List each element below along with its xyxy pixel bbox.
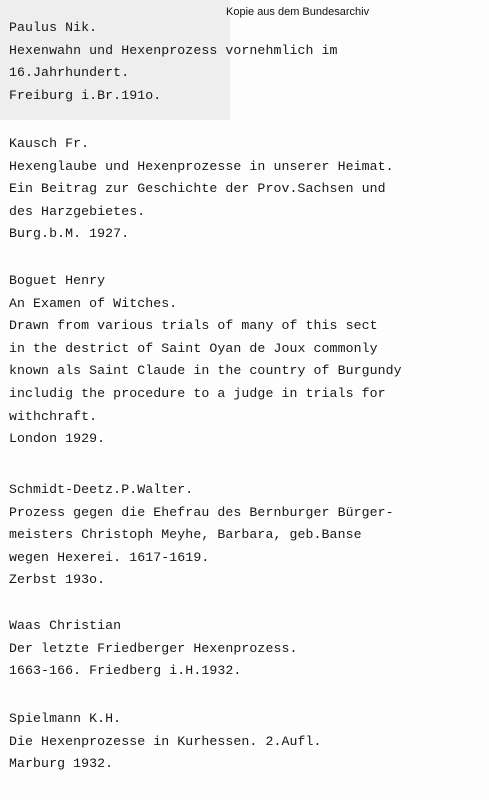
entry-line: 16.Jahrhundert. xyxy=(9,65,130,81)
entry-line: Ein Beitrag zur Geschichte der Prov.Sachsen und xyxy=(9,181,386,197)
entry-line: includig the procedure to a judge in trials for xyxy=(9,385,386,401)
bibliography-entry xyxy=(9,479,485,592)
entry-line: Burg.b.M. 1927. xyxy=(9,226,130,242)
archive-note: Kopie aus dem Bundesarchiv xyxy=(226,6,370,18)
entry-author: Schmidt-Deetz.P.Walter. xyxy=(9,482,194,497)
entry-line: Marburg 1932. xyxy=(9,756,114,772)
entry-line: known als Saint Claude in the country of Burgundy xyxy=(9,363,402,379)
entry-line: meisters Christoph Meyhe, Barbara, geb.Banse xyxy=(9,527,362,543)
entry-line: Zerbst 193o. xyxy=(9,572,106,588)
entry-author: Paulus Nik. xyxy=(9,20,98,35)
bibliography-entry xyxy=(9,270,485,451)
entry-line: Drawn from various trials of many of this sect xyxy=(9,318,378,334)
entry-author: Waas Christian xyxy=(9,618,122,633)
entry-line: Prozess gegen die Ehefrau des Bernburger Bürger- xyxy=(9,504,394,520)
entry-line: withchraft. xyxy=(9,408,98,424)
entry-line: Freiburg i.Br.191o. xyxy=(9,87,162,103)
entry-author: Kausch Fr. xyxy=(9,136,90,151)
entry-author: Boguet Henry xyxy=(9,273,106,288)
entry-line: Hexenglaube und Hexenprozesse in unserer Heimat. xyxy=(9,158,394,174)
entry-line: Die Hexenprozesse in Kurhessen. 2.Aufl. xyxy=(9,733,322,749)
entry-line: 1663-166. Friedberg i.H.1932. xyxy=(9,663,242,679)
entry-line: Hexenwahn und Hexenprozess vornehmlich im xyxy=(9,42,338,58)
bibliography-entry xyxy=(9,708,485,776)
entry-line: London 1929. xyxy=(9,431,106,447)
entry-line: Der letzte Friedberger Hexenprozess. xyxy=(9,640,298,656)
entry-line: des Harzgebietes. xyxy=(9,203,146,219)
bibliography-entry xyxy=(9,615,485,683)
entry-line: wegen Hexerei. 1617-1619. xyxy=(9,549,210,565)
entry-author: Spielmann K.H. xyxy=(9,711,122,726)
bibliography-entry xyxy=(9,133,485,246)
entry-line: An Examen of Witches. xyxy=(9,295,178,311)
bibliography-entry xyxy=(9,17,485,107)
entry-line: in the destrict of Saint Oyan de Joux commonly xyxy=(9,340,378,356)
